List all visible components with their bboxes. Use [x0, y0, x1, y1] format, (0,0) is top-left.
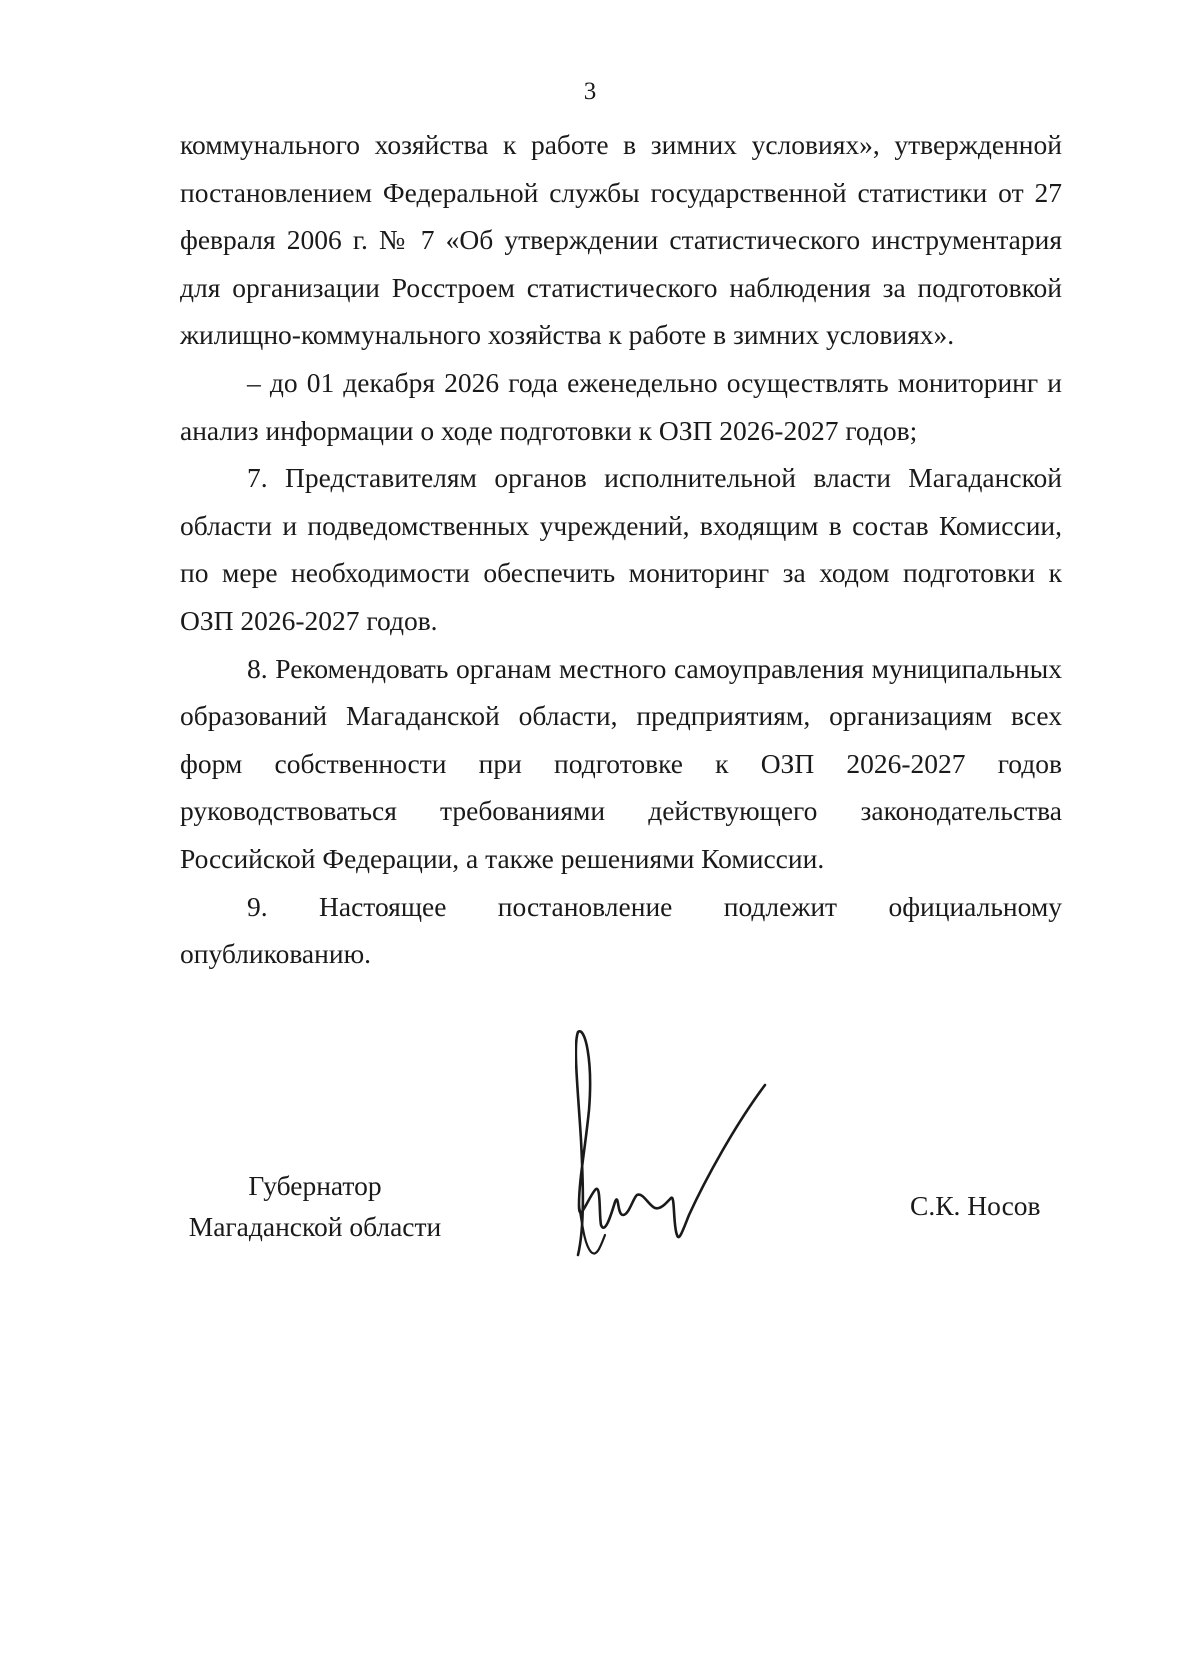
- handwritten-signature: [575, 1030, 815, 1330]
- page-number: 3: [583, 78, 597, 105]
- paragraph-continuation: коммунального хозяйства к работе в зимних условиях», утвержденной постановлением Федеральной службы государственной статистики от 27 февраля 2006 г. № 7 «Об утверждении статистического инструментария для организации Росстроем статистического наблюдения за подготовкой жилищно-коммунального хозяйства к работе в зимних условиях».: [180, 129, 1062, 351]
- document-body: [180, 121, 1062, 978]
- paragraph-item-7: 7. Представителям органов исполнительной власти Магаданской области и подведомственных учреждений, входящим в состав Комиссии, по мере необходимости обеспечить мониторинг за ходом подготовки к ОЗП 2026-2027 годов.: [180, 462, 1062, 636]
- paragraph-item-9: 9. Настоящее постановление подлежит официальному опубликованию.: [180, 890, 1062, 970]
- signatory-name: С.К. Носов: [910, 1190, 1041, 1221]
- signatory-title-line1: Губернатор: [248, 1170, 382, 1201]
- paragraph-item-8: 8. Рекомендовать органам местного самоуправления муниципальных образований Магаданской области, предприятиям, организациям всех форм собственности при подготовке к ОЗП 2026-2027 годов руководствоваться требованиями действующего законодательства Российской Федерации, а также решениями Комиссии.: [180, 652, 1062, 874]
- signatory-title: [170, 1165, 460, 1247]
- paragraph-monitoring-deadline: – до 01 декабря 2026 года еженедельно осуществлять мониторинг и анализ информации о ходе подготовки к ОЗП 2026-2027 годов;: [180, 366, 1062, 446]
- signatory-title-line2: Магаданской области: [188, 1211, 442, 1242]
